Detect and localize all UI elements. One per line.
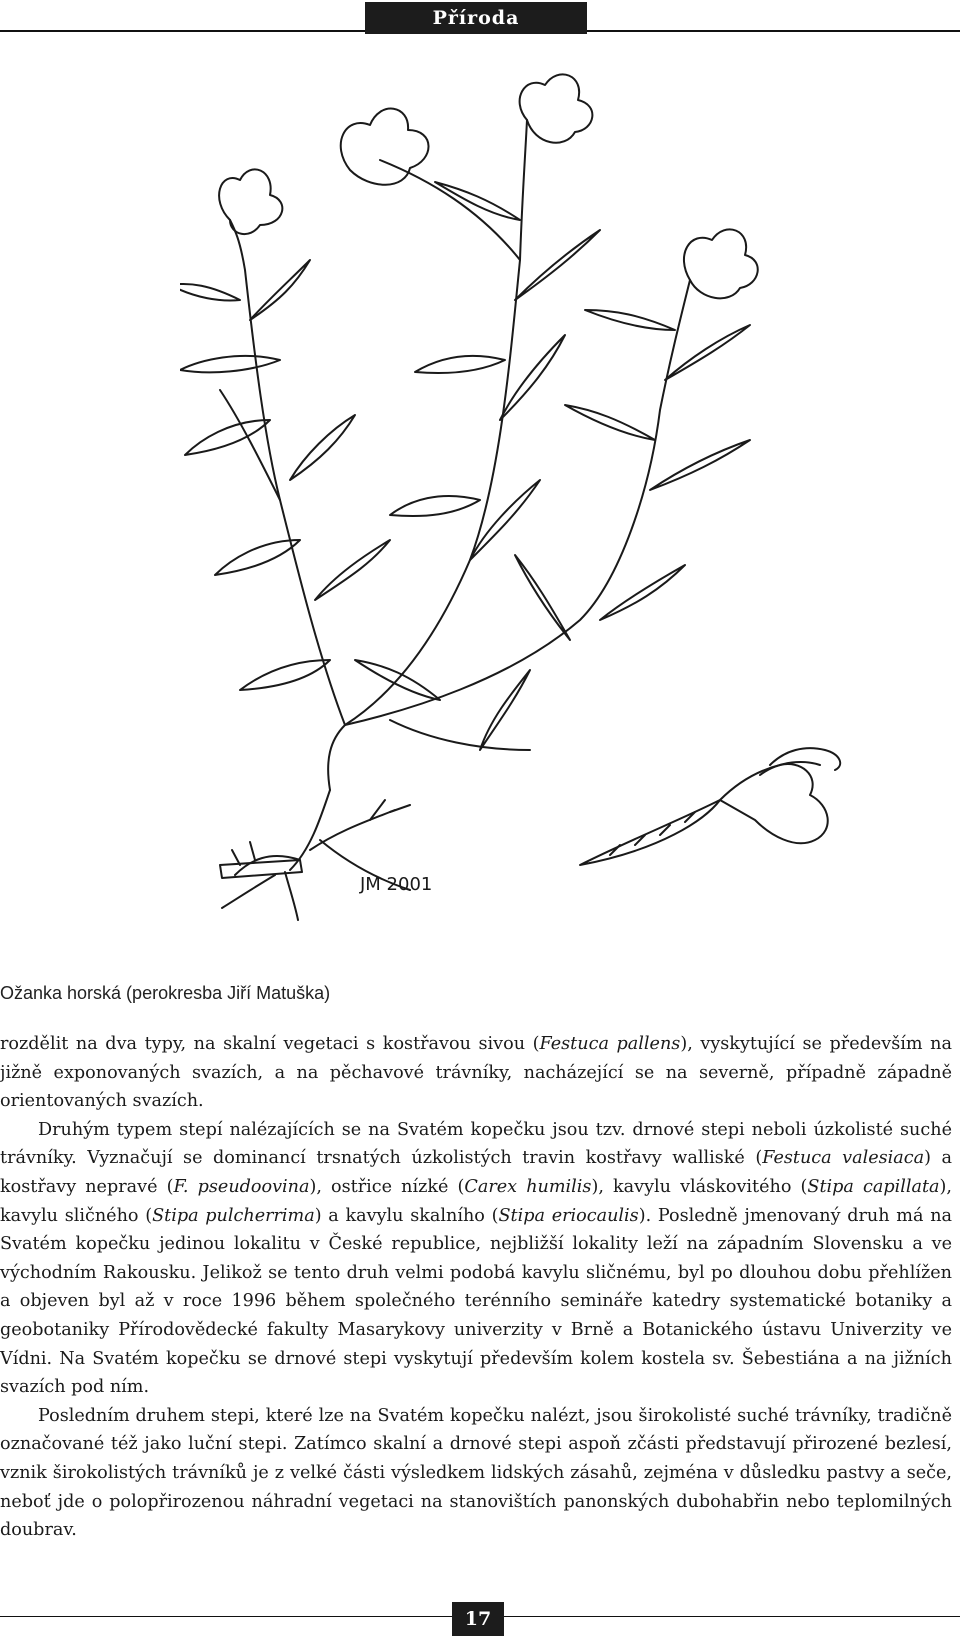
text-run: rozdělit na dva typy, na skalní vegetaci s kostřavou sivou ( <box>0 1034 540 1054</box>
text-run: ). Posledně jmenovaný druh má na Svatém kopečku jedinou lokalitu v České republice, nejbližší lokality leží na západním Slovensku a ve východním Rakousku. Jelikož se tento druh velmi podobá kavylu sličnému, byl po dlouhou dobu přehlížen a objeven byl až v roce 1996 během společného terénního semináře katedry systematické botaniky a geobotaniky Přírodovědecké fakulty Masarykovy univerzity v Brně a Botanického ústavu Univerzity ve Vídni. Na Svatém kopečku se drnové stepi vyskytují především kolem kostela sv. Šebestiána a na jižních svazích pod ním. <box>0 1205 953 1398</box>
text-run: Druhým typem stepí nalézajících se na Svatém kopečku jsou tzv. drnové stepi neboli úzkolisté suché trávníky. Vyznačují se dominancí trsnatých úzkolistých travin kostřavy walliské ( <box>0 1119 952 1169</box>
article-body <box>0 1030 952 1545</box>
text-run: ) a kavylu skalního ( <box>314 1205 499 1226</box>
roots <box>220 790 410 920</box>
leaves <box>180 182 750 750</box>
species-name: Stipa pulcherrima <box>152 1205 315 1226</box>
figure-caption: Ožanka horská (perokresba Jiří Matuška) <box>0 983 331 1003</box>
species-name: Stipa eriocaulis <box>498 1205 639 1226</box>
paragraph-2 <box>0 1116 952 1402</box>
plant-illustration <box>180 60 870 940</box>
stems <box>220 120 690 790</box>
text-run: ), ostřice nízké ( <box>309 1176 465 1197</box>
species-name: Carex humilis <box>464 1176 592 1197</box>
species-name: Festuca pallens <box>539 1034 681 1054</box>
text-run: ), vyskytující se především na jižně exponovaných svazích, a na pěchavové trávníky, nacházející se na severně, případně západně orientovaných svazích. <box>0 1034 952 1112</box>
text-run: ), kavylu vláskovitého ( <box>591 1176 808 1197</box>
page-number: 17 <box>452 1602 504 1636</box>
section-title: Příroda <box>365 2 587 34</box>
text-run: ), kavylu sličného ( <box>0 1176 952 1226</box>
flower-detail <box>580 748 840 865</box>
paragraph-1 <box>0 1030 952 1116</box>
species-name: F. pseudoovina <box>173 1176 310 1197</box>
flower-heads <box>219 74 758 298</box>
species-name: Stipa capillata <box>807 1176 940 1197</box>
text-run: ) a kostřavy nepravé ( <box>0 1148 952 1197</box>
artist-signature: JM 2001 <box>360 874 433 895</box>
species-name: Festuca valesiaca <box>762 1148 925 1169</box>
paragraph-3: Posledním druhem stepi, které lze na Svatém kopečku nalézt, jsou širokolisté suché trávníky, tradičně označované též jako luční stepi. Zatímco skalní a drnové stepi aspoň zčásti představují přirozené bezlesí, vznik širokolistých trávníků je z velké části výsledkem lidských zásahů, zejména v důsledku pastvy a seče, neboť jde o polopřirozenou náhradní vegetaci na stanovištích panonských dubohabřin nebo teplomilných doubrav. <box>0 1405 952 1541</box>
